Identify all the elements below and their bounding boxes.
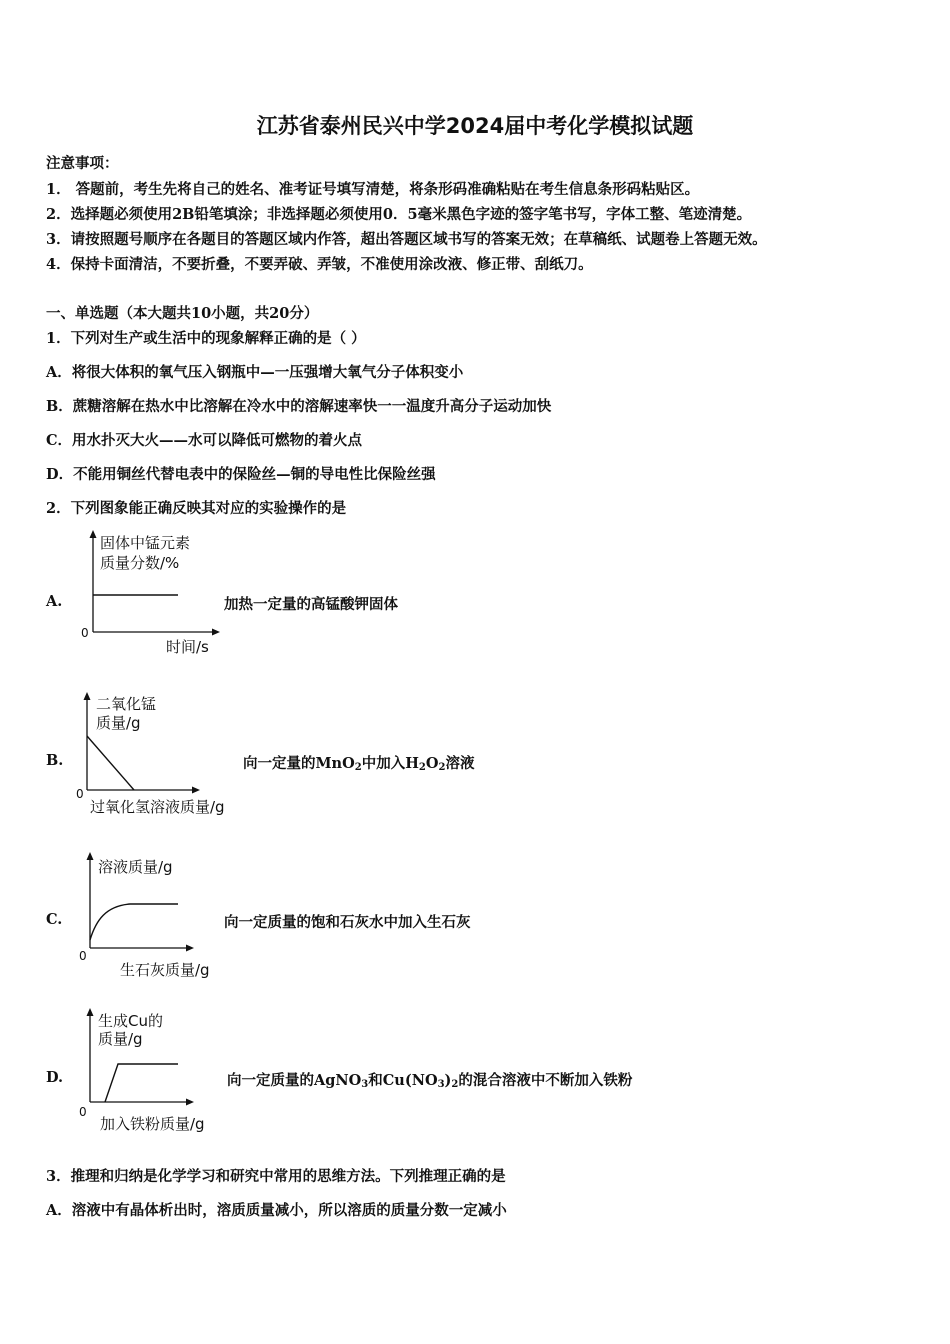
question-1-option-b: B．蔗糖溶解在热水中比溶解在冷水中的溶解速率快一一温度升高分子运动加快: [46, 398, 552, 415]
option-letter: B.: [46, 752, 64, 769]
graph-c: [76, 850, 236, 982]
x-axis-arrow: [192, 787, 200, 794]
notice-item: 4．保持卡面清洁，不要折叠，不要弄破、弄皱，不准使用涂改液、修正带、刮纸刀。: [46, 256, 593, 273]
x-axis-label: 加入铁粉质量/g: [100, 1115, 205, 1133]
question-1-stem: 1．下列对生产或生活中的现象解释正确的是（ ）: [46, 330, 366, 347]
notice-item: 1． 答题前，考生先将自己的姓名、准考证号填写清楚，将条形码准确粘贴在考生信息条形码粘贴区。: [46, 181, 700, 198]
data-line: [105, 1064, 178, 1102]
option-letter: D.: [46, 1069, 64, 1086]
question-1-option-c: C．用水扑灭大火——水可以降低可燃物的着火点: [46, 432, 363, 449]
notice-item: 3．请按照题号顺序在各题目的答题区域内作答，超出答题区域书写的答案无效；在草稿纸、试题卷上答题无效。: [46, 231, 767, 248]
y-axis-arrow: [84, 692, 91, 700]
x-axis-arrow: [186, 945, 194, 952]
option-letter: C.: [46, 911, 63, 928]
origin-label: 0: [79, 949, 87, 963]
origin-label: 0: [76, 787, 84, 801]
y-axis-label: 二氧化锰: [96, 695, 157, 713]
option-description: 加热一定量的高锰酸钾固体: [224, 596, 398, 613]
graph-a: [76, 528, 236, 660]
graph-b: [76, 688, 246, 820]
x-axis-arrow: [212, 629, 220, 636]
origin-label: 0: [79, 1105, 87, 1119]
page-title: 江苏省泰州民兴中学2024届中考化学模拟试题: [256, 114, 694, 138]
section-heading: 一、单选题（本大题共10小题，共20分）: [46, 305, 319, 322]
question-3-option-a: A．溶液中有晶体析出时，溶质质量减小，所以溶质的质量分数一定减小: [46, 1202, 507, 1219]
x-axis-label: 生石灰质量/g: [120, 961, 210, 979]
y-axis-label: 生成Cu的: [98, 1012, 163, 1030]
option-letter: A.: [46, 593, 63, 610]
question-3-stem: 3．推理和归纳是化学学习和研究中常用的思维方法。下列推理正确的是: [46, 1168, 506, 1185]
option-description: 向一定质量的AgNO$_3$和$Cu(NO_3)_2$的混合溶液中不断加入铁粉: [227, 1072, 633, 1090]
y-axis-label: 溶液质量/g: [98, 858, 173, 876]
graph-d: [76, 1004, 236, 1138]
y-axis-label: 质量/g: [98, 1030, 143, 1048]
y-axis-arrow: [90, 530, 97, 538]
y-axis-arrow: [87, 852, 94, 860]
data-curve: [90, 904, 178, 940]
question-1-option-a: A．将很大体积的氧气压入钢瓶中—一压强增大氧气分子体积变小: [46, 364, 464, 381]
origin-label: 0: [81, 626, 89, 640]
option-description: 向一定量的MnO$_2$中加入$H_2O_2$溶液: [243, 755, 475, 773]
option-description: 向一定质量的饱和石灰水中加入生石灰: [224, 914, 471, 931]
question-1-option-d: D．不能用铜丝代替电表中的保险丝—铜的导电性比保险丝强: [46, 466, 436, 483]
question-2-stem: 2．下列图象能正确反映其对应的实验操作的是: [46, 500, 347, 517]
y-axis-label: 质量分数/%: [100, 554, 180, 572]
x-axis-label: 过氧化氢溶液质量/g: [90, 798, 225, 816]
x-axis-label: 时间/s: [166, 638, 209, 656]
x-axis-arrow: [186, 1099, 194, 1106]
y-axis-label: 质量/g: [96, 714, 141, 732]
notice-item: 2．选择题必须使用2B铅笔填涂；非选择题必须使用0．5毫米黑色字迹的签字笔书写，字体工整、笔迹清楚。: [46, 206, 752, 223]
y-axis-arrow: [87, 1008, 94, 1016]
y-axis-label: 固体中锰元素: [100, 534, 191, 552]
notice-heading: 注意事项：: [46, 155, 119, 172]
data-line: [87, 736, 134, 790]
